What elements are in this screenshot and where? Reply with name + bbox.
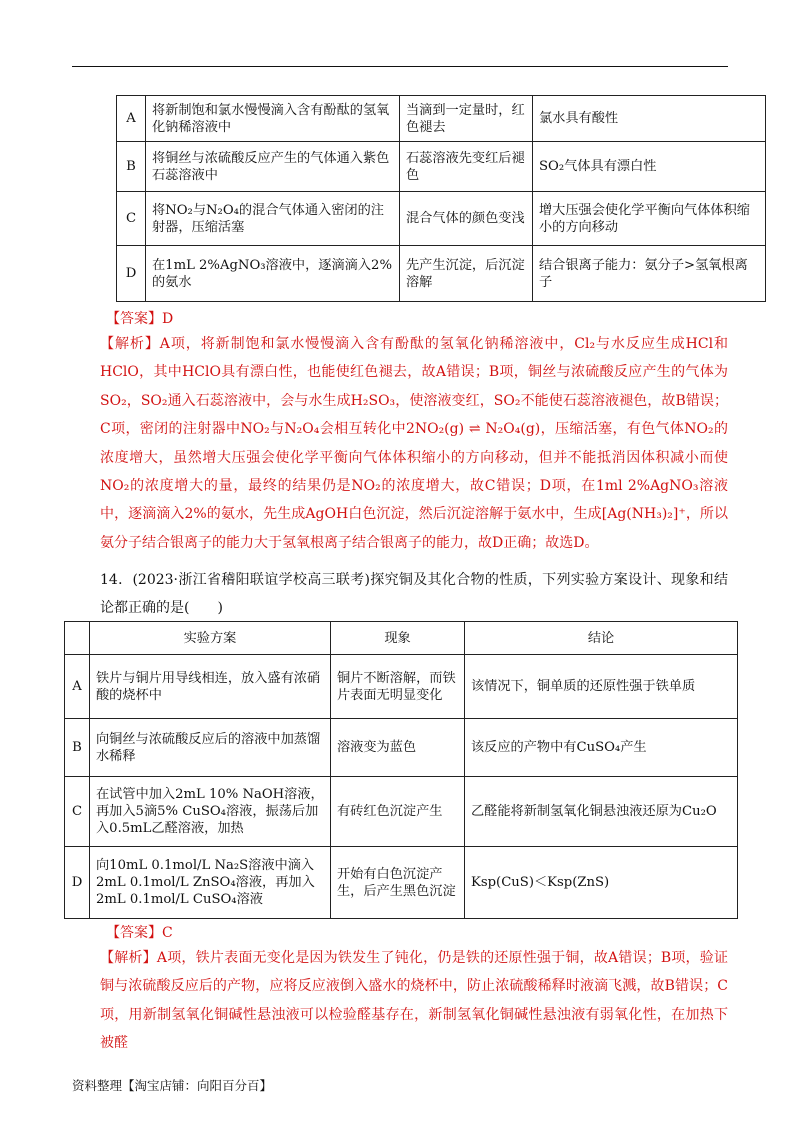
plan-cell: 将铜丝与浓硫酸反应产生的气体通入紫色石蕊溶液中 xyxy=(146,142,400,192)
phenomenon-cell: 开始有白色沉淀产生，后产生黑色沉淀 xyxy=(331,847,465,919)
plan-cell: 在1mL 2%AgNO₃溶液中，逐滴滴入2%的氨水 xyxy=(146,246,400,302)
row-label: C xyxy=(65,777,90,847)
row-label: B xyxy=(65,719,90,777)
conclusion-cell: Ksp(CuS)＜Ksp(ZnS) xyxy=(465,847,738,919)
analysis-13-text: 【解析】A项，将新制饱和氯水慢慢滴入含有酚酞的氢氧化钠稀溶液中，Cl₂与水反应生成HCl和HClO，其中HClO具有漂白性，也能使红色褪去，故A错误；B项，铜丝与浓硫酸反应产生的气体为SO₂，SO₂通入石蕊溶液中，会与水生成H₂SO₃，使溶液变红，SO₂不能使石蕊溶液褪色，故B错误；C项，密闭的注射器中NO₂与N₂O₄会相互转化中2NO₂(g) ⇌ N₂O₄(g)，压缩活塞，有色气体NO₂的浓度增大，虽然增大压强会使化学平衡向气体体积缩小的方向移动，但并不能抵消因体积减小而使NO₂的浓度增大的量，最终的结果仍是NO₂的浓度增大，故C错误；D项，在1ml 2%AgNO₃溶液中，逐滴滴入2%的氨水，先生成AgOH白色沉淀，然后沉淀溶解于氨水中，生成[Ag(NH₃)₂]⁺，所以氨分子结合银离子的能力大于氢氧根离子结合银离子的能力，故D正确；故选D。 xyxy=(100,336,728,551)
row-label: D xyxy=(117,246,146,302)
table-row xyxy=(65,719,738,777)
conclusion-cell: 该反应的产物中有CuSO₄产生 xyxy=(465,719,738,777)
footer-source: 资料整理【淘宝店铺：向阳百分百】 xyxy=(72,1078,273,1093)
question-14 xyxy=(72,566,728,622)
phenomenon-cell: 铜片不断溶解，而铁片表面无明显变化 xyxy=(331,655,465,719)
phenomenon-cell: 有砖红色沉淀产生 xyxy=(331,777,465,847)
header-plan: 实验方案 xyxy=(90,622,331,655)
phenomenon-cell: 溶液变为蓝色 xyxy=(331,719,465,777)
table-row xyxy=(65,655,738,719)
phenomenon-cell: 混合气体的颜色变浅 xyxy=(400,192,533,246)
table-question14 xyxy=(64,621,738,919)
plan-cell: 铁片与铜片用导线相连，放入盛有浓硝酸的烧杯中 xyxy=(90,655,331,719)
conclusion-cell: 结合银离子能力：氨分子>氢氧根离子 xyxy=(533,246,766,302)
conclusion-cell: 该情况下，铜单质的还原性强于铁单质 xyxy=(465,655,738,719)
row-label: D xyxy=(65,847,90,919)
table-row xyxy=(65,777,738,847)
conclusion-cell: 增大压强会使化学平衡向气体体积缩小的方向移动 xyxy=(533,192,766,246)
conclusion-cell: SO₂气体具有漂白性 xyxy=(533,142,766,192)
analysis-14-text: 【解析】A项，铁片表面无变化是因为铁发生了钝化，仍是铁的还原性强于铜，故A错误；B项，验证铜与浓硫酸反应后的产物，应将反应液倒入盛水的烧杯中，防止浓硫酸稀释时液滴飞溅，故B错误；C项，用新制氢氧化铜碱性悬浊液可以检验醛基存在，新制氢氧化铜碱性悬浊液有弱氧化性，在加热下被醛 xyxy=(100,950,728,1052)
conclusion-cell: 氯水具有酸性 xyxy=(533,96,766,142)
plan-cell: 在试管中加入2mL 10% NaOH溶液，再加入5滴5% CuSO₄溶液，振荡后加入0.5mL乙醛溶液，加热 xyxy=(90,777,331,847)
question-14-text: 14．(2023·浙江省稽阳联谊学校高三联考)探究铜及其化合物的性质，下列实验方案设计、现象和结论都正确的是( ) xyxy=(100,572,728,616)
table-header-row xyxy=(65,622,738,655)
row-label: C xyxy=(117,192,146,246)
answer-14: 【答案】C xyxy=(106,925,173,941)
table-row xyxy=(65,847,738,919)
table-row xyxy=(117,246,766,302)
row-label: B xyxy=(117,142,146,192)
header-rule xyxy=(72,66,728,67)
analysis-13 xyxy=(72,330,728,557)
phenomenon-cell: 先产生沉淀，后沉淀溶解 xyxy=(400,246,533,302)
row-label: A xyxy=(65,655,90,719)
plan-cell: 将新制饱和氯水慢慢滴入含有酚酞的氢氧化钠稀溶液中 xyxy=(146,96,400,142)
plan-cell: 将NO₂与N₂O₄的混合气体通入密闭的注射器，压缩活塞 xyxy=(146,192,400,246)
conclusion-cell: 乙醛能将新制氢氧化铜悬浊液还原为Cu₂O xyxy=(465,777,738,847)
header-blank xyxy=(65,622,90,655)
plan-cell: 向10mL 0.1mol/L Na₂S溶液中滴入2mL 0.1mol/L ZnSO₄溶液，再加入2mL 0.1mol/L CuSO₄溶液 xyxy=(90,847,331,919)
phenomenon-cell: 石蕊溶液先变红后褪色 xyxy=(400,142,533,192)
table-row xyxy=(117,96,766,142)
header-phenomenon: 现象 xyxy=(331,622,465,655)
table-row xyxy=(117,192,766,246)
table-question13 xyxy=(116,95,766,302)
header-conclusion: 结论 xyxy=(465,622,738,655)
analysis-14 xyxy=(72,944,728,1058)
phenomenon-cell: 当滴到一定量时，红色褪去 xyxy=(400,96,533,142)
answer-13: 【答案】D xyxy=(106,311,174,327)
row-label: A xyxy=(117,96,146,142)
plan-cell: 向铜丝与浓硫酸反应后的溶液中加蒸馏水稀释 xyxy=(90,719,331,777)
table-row xyxy=(117,142,766,192)
